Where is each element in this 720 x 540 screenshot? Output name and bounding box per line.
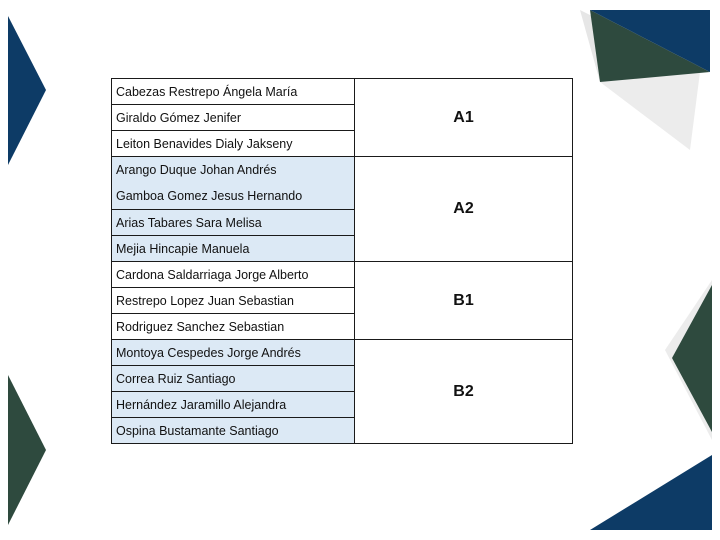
- member-name: Montoya Cespedes Jorge Andrés: [112, 340, 355, 366]
- right-gray-shape: [665, 280, 712, 440]
- left-green-triangle: [8, 375, 46, 525]
- table-row: [112, 340, 573, 366]
- top-right-navy-shape: [590, 10, 710, 72]
- right-green-shape: [672, 285, 712, 432]
- member-name: Ospina Bustamante Santiago: [112, 418, 355, 444]
- table-row: [112, 157, 573, 210]
- member-name: Arango Duque Johan Andrés: [116, 163, 277, 177]
- top-right-green-shape: [590, 10, 710, 82]
- member-name: Cardona Saldarriaga Jorge Alberto: [112, 262, 355, 288]
- member-name: Leiton Benavides Dialy Jakseny: [112, 131, 355, 157]
- member-name: Hernández Jaramillo Alejandra: [112, 392, 355, 418]
- groups-table: [111, 78, 573, 444]
- member-name: Rodriguez Sanchez Sebastian: [112, 314, 355, 340]
- bottom-right-navy-triangle: [590, 455, 712, 530]
- top-right-gray-shape-2: [600, 72, 700, 150]
- member-name: Gamboa Gomez Jesus Hernando: [116, 189, 303, 203]
- member-name: Restrepo Lopez Juan Sebastian: [112, 288, 355, 314]
- group-label: B1: [355, 262, 573, 340]
- member-name-cell: [112, 157, 355, 210]
- group-label: B2: [355, 340, 573, 444]
- member-name: Correa Ruiz Santiago: [112, 366, 355, 392]
- table-row: [112, 262, 573, 288]
- member-name: Arias Tabares Sara Melisa: [112, 210, 355, 236]
- table-row: [112, 79, 573, 105]
- left-navy-triangle: [8, 16, 46, 165]
- group-label: A2: [355, 157, 573, 262]
- group-label: A1: [355, 79, 573, 157]
- member-name: Giraldo Gómez Jenifer: [112, 105, 355, 131]
- top-right-gray-shape-1: [580, 10, 640, 82]
- member-name: Cabezas Restrepo Ángela María: [112, 79, 355, 105]
- member-name: Mejia Hincapie Manuela: [112, 236, 355, 262]
